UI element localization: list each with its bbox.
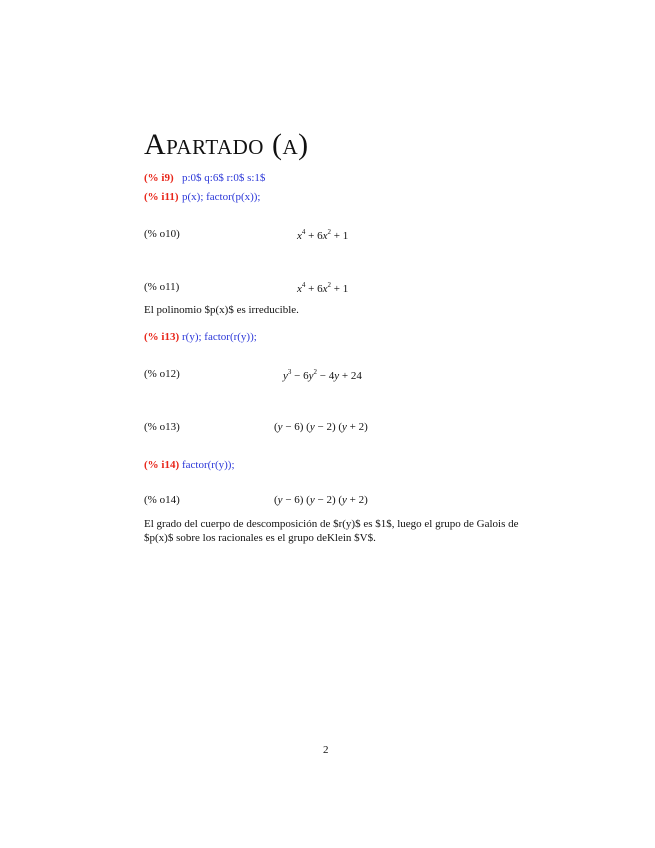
input-cell-i13[interactable]: [144, 331, 257, 344]
output-label-o13: (% o13): [144, 421, 180, 433]
input-label: (% i9): [144, 172, 174, 184]
output-math-o11: $x^4 + 6x^2 + 1$: [297, 281, 349, 295]
input-cell-i9[interactable]: [144, 172, 266, 185]
input-code[interactable]: p(x); factor(p(x));: [182, 191, 261, 203]
output-math-o10: $x^4 + 6x^2 + 1$: [297, 228, 349, 242]
output-math-o14: (y − 6) (y − 2) (y + 2): [274, 494, 368, 506]
output-label-o10: (% o10): [144, 228, 180, 240]
output-label-o11: (% o11): [144, 281, 180, 293]
input-label: (% i11): [144, 191, 179, 203]
paragraph-galois: El grado del cuerpo de descomposición de $r(y)$ es $1$, luego el grupo de Galois de $p(x)$ sobre los racionales es el grupo deKlein $V$.: [144, 518, 519, 544]
input-code[interactable]: p:0$ q:6$ r:0$ s:1$: [182, 172, 266, 184]
input-cell-i11[interactable]: [144, 191, 261, 204]
output-label-o12: (% o12): [144, 368, 180, 380]
input-cell-i14[interactable]: [144, 459, 235, 472]
input-code[interactable]: factor(r(y));: [182, 459, 235, 471]
section-title: Apartado (a): [144, 128, 309, 161]
input-label: (% i14): [144, 459, 180, 471]
paragraph-irreducible: El polinomio $p(x)$ es irreducible.: [144, 304, 299, 316]
page-number: 2: [323, 744, 329, 756]
output-label-o14: (% o14): [144, 494, 180, 506]
output-math-o12: $y^3 - 6y^2 - 4y + 24$: [283, 368, 362, 382]
input-code[interactable]: r(y); factor(r(y));: [182, 331, 257, 343]
input-label: (% i13): [144, 331, 180, 343]
output-math-o13: (y − 6) (y − 2) (y + 2): [274, 421, 368, 433]
